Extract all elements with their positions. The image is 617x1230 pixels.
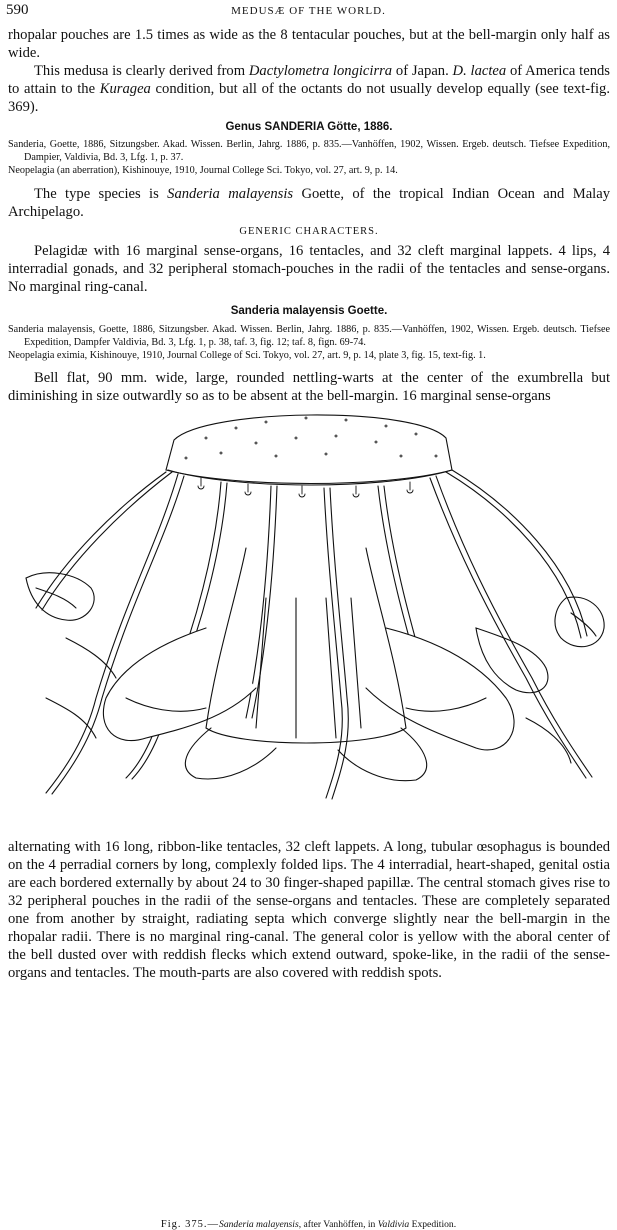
page-number: 590 bbox=[6, 2, 29, 18]
genus-reference: Neopelagia (an aberration), Kishinouye, 1910, Journal College Sci. Tokyo, vol. 27, art. 9, p. 14. bbox=[8, 165, 398, 176]
species-reference: Sanderia malayensis, Goette, 1886, Sitzungsber. Akad. Wissen. Berlin, Jahrg. 1886, p. 835.—Vanhöffen, 1902, Wissen. Ergeb. deutsch. Tiefsee Expedition, Dampfer Valdivia, Bd. 3, Lfg. 1, p. 38, taf. 3, fig. 12; taf. 8, fign. 69-74. bbox=[8, 324, 610, 348]
figure-caption: Fig. 375.—Sanderia malayensis, after Vanhöffen, in Valdivia Expedition. bbox=[160, 1219, 457, 1230]
generic-characters-heading: GENERIC CHARACTERS. bbox=[239, 226, 379, 237]
genus-references bbox=[8, 138, 610, 177]
text-bottom bbox=[8, 838, 610, 982]
paragraph-type-species: The type species is Sanderia malayensis Goette, of the tropical Indian Ocean and Malay Archipelago. bbox=[8, 186, 610, 220]
paragraph-description: Bell flat, 90 mm. wide, large, rounded nettling-warts at the center of the exumbrella but diminishing in size outwardly so as to be absent at the bell-margin. 16 marginal sense-organs bbox=[8, 370, 610, 404]
running-head: MEDUSÆ OF THE WORLD. bbox=[231, 5, 386, 17]
species-reference: Neopelagia eximia, Kishinouye, 1910, Journal College of Sci. Tokyo, vol. 27, art. 9, p. 14, plate 3, fig. 15, text-fig. 1. bbox=[8, 350, 486, 361]
medusa-drawing bbox=[6, 398, 611, 816]
paragraph-derivation: This medusa is clearly derived from Dactylometra longicirra of Japan. D. lactea of America tends to attain to the Kuragea condition, but all of the octants do not usually develop equally (see text-fig. 369). bbox=[8, 63, 610, 115]
species-heading: Sanderia malayensis Goette. bbox=[230, 305, 388, 317]
paragraph-continuation: rhopalar pouches are 1.5 times as wide as the 8 tentacular pouches, but at the bell-margin only half as wide. bbox=[8, 27, 610, 61]
text-top bbox=[8, 26, 610, 405]
genus-reference: Sanderia, Goette, 1886, Sitzungsber. Akad. Wissen. Berlin, Jahrg. 1886, p. 835.—Vanhöffen, 1902, Wissen. Ergeb. deutsch. Tiefsee Expedition, Dampier, Valdivia, Bd. 3, Lfg. 1, p. 37. bbox=[8, 139, 610, 163]
species-references bbox=[8, 323, 610, 362]
paragraph-generic-characters: Pelagidæ with 16 marginal sense-organs, 16 tentacles, and 32 cleft marginal lappets. 4 lips, 4 interradial gonads, and 32 peripheral stomach-pouches in the radii of the tentacles and sense-organs. No marginal ring-canal. bbox=[8, 243, 610, 295]
page-header bbox=[6, 2, 611, 22]
paragraph-description-continued: alternating with 16 long, ribbon-like tentacles, 32 cleft lappets. A long, tubular œsophagus is bounded on the 4 perradial corners by long, complexly folded lips. The 4 interradial, heart-shaped, genital ostia are each bordered externally by about 24 to 30 finger-shaped papillæ. The central stomach gives rise to 32 peripheral pouches in the radii of the sense-organs and tentacles. These are completely separated one from another by straight, radiating septa which converge slightly near the bell-margin in the rhopalar radii. There is no marginal ring-canal. The general color is yellow with the aboral center of the bell dusted over with reddish flecks which extend outward, spoke-like, in the radii of the sense-organs and tentacles. The mouth-parts are also covered with reddish spots. bbox=[8, 839, 610, 981]
genus-heading: Genus SANDERIA Götte, 1886. bbox=[225, 121, 393, 133]
